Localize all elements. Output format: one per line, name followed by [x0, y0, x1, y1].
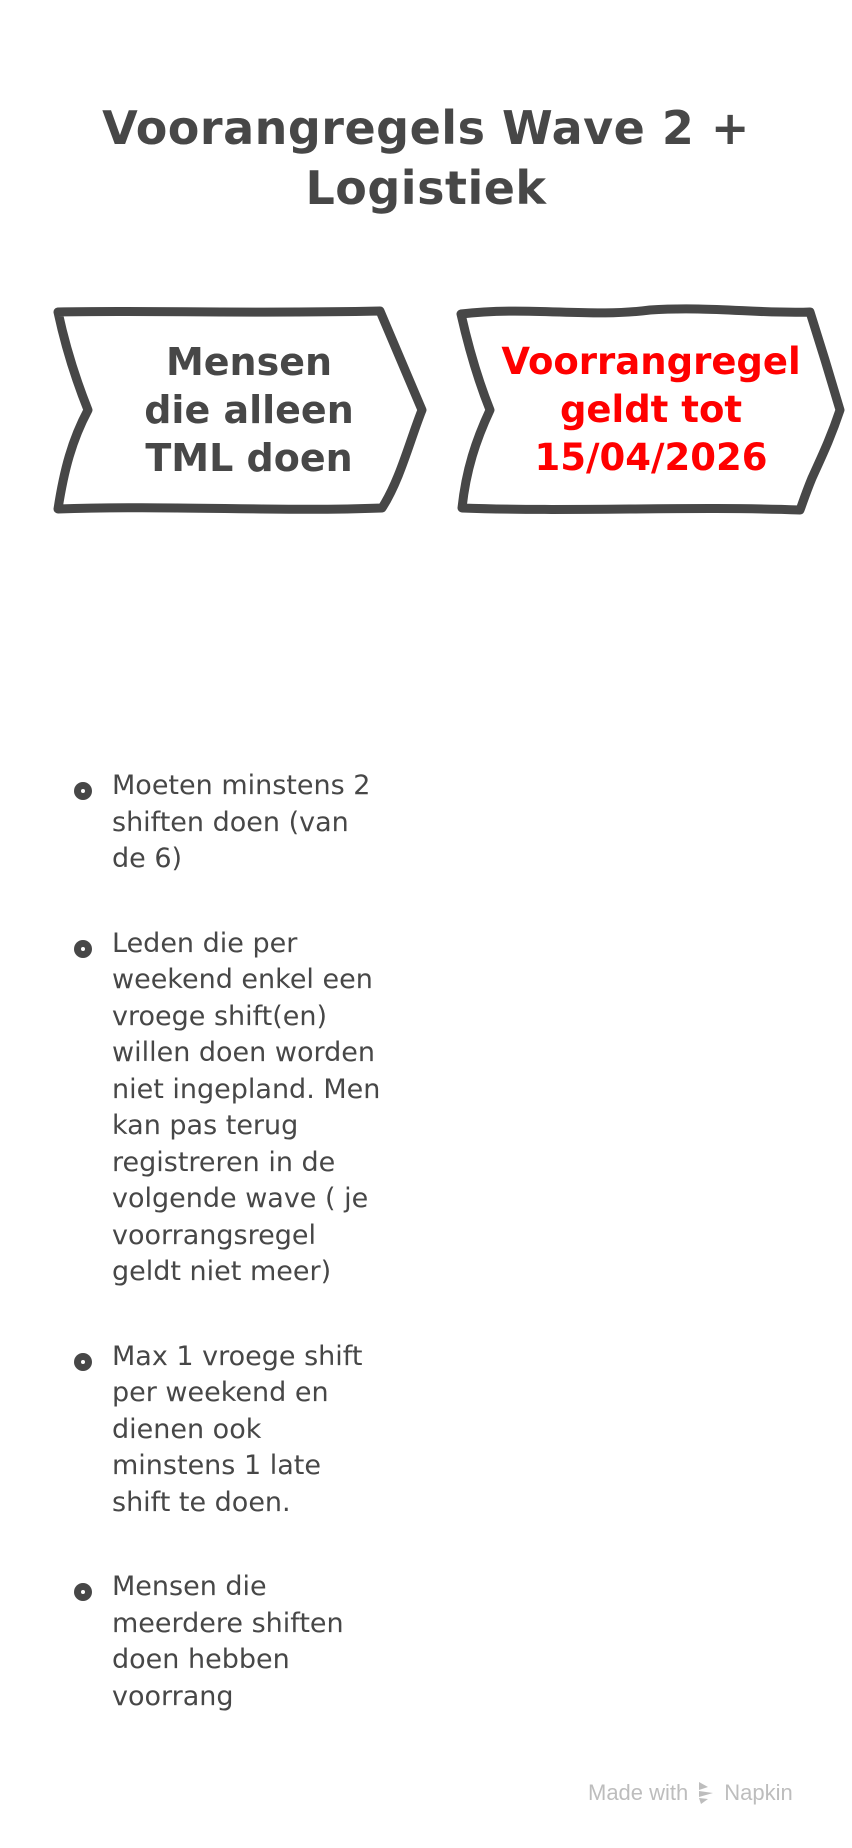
rule-item	[70, 1339, 430, 1522]
rule-line: dienen ook	[112, 1413, 262, 1445]
rule-line: kan pas terug	[112, 1110, 299, 1141]
label-line: geldt tot	[559, 388, 743, 431]
rule-line: Max 1 vroege shift	[112, 1340, 363, 1372]
rule-line: shiften doen (van	[112, 806, 349, 838]
rule-item	[70, 926, 430, 1291]
rule-text	[112, 1569, 430, 1715]
rule-line: voorrang	[112, 1680, 234, 1712]
made-with-label: Made with	[588, 1780, 689, 1805]
page-title	[0, 98, 852, 218]
chevron-audience-label	[50, 300, 440, 520]
rule-line: voorrangsregel	[112, 1219, 316, 1251]
rule-line: geldt niet meer)	[112, 1256, 332, 1287]
chevron-validity-label	[450, 300, 842, 520]
napkin-brand-label: Napkin	[724, 1780, 793, 1805]
rule-line: per weekend en	[112, 1377, 329, 1408]
label-line: Mensen	[165, 340, 333, 384]
rule-line: de 6)	[112, 843, 183, 874]
rules-list	[70, 768, 430, 1715]
bullet-icon	[74, 782, 92, 800]
rule-line: vroege shift(en)	[112, 1000, 328, 1032]
rule-line: niet ingepland. Men	[112, 1073, 381, 1105]
made-with-napkin-badge[interactable]	[588, 1780, 793, 1806]
rule-text	[112, 768, 430, 878]
chevron-validity	[450, 300, 842, 520]
rule-item	[70, 1569, 430, 1715]
label-line: TML doen	[145, 436, 353, 480]
label-line: 15/04/2026	[534, 436, 768, 479]
title-line-2: Logistiek	[305, 161, 547, 215]
label-line: Voorrangregel	[501, 340, 801, 383]
rule-text	[112, 926, 430, 1291]
label-line: die alleen	[144, 388, 354, 432]
bullet-icon	[74, 940, 92, 958]
chevron-audience	[50, 300, 440, 520]
rule-line: doen hebben	[112, 1644, 290, 1675]
rule-line: shift te doen.	[112, 1486, 291, 1518]
rule-line: Moeten minstens 2	[112, 770, 371, 801]
bullet-icon	[74, 1353, 92, 1371]
rule-line: Mensen die	[112, 1571, 267, 1602]
bullet-icon	[74, 1583, 92, 1601]
rule-line: minstens 1 late	[112, 1450, 321, 1481]
rule-line: meerdere shiften	[112, 1607, 344, 1639]
rule-line: registreren in de	[112, 1146, 336, 1178]
rule-text	[112, 1339, 430, 1522]
napkin-logo-icon	[696, 1780, 718, 1806]
rule-line: Leden die per	[112, 927, 298, 959]
rule-line: willen doen worden	[112, 1037, 375, 1068]
rule-line: weekend enkel een	[112, 964, 373, 995]
title-line-1: Voorangregels Wave 2 +	[102, 101, 750, 155]
rule-item	[70, 768, 430, 878]
rule-line: volgende wave ( je	[112, 1183, 369, 1214]
